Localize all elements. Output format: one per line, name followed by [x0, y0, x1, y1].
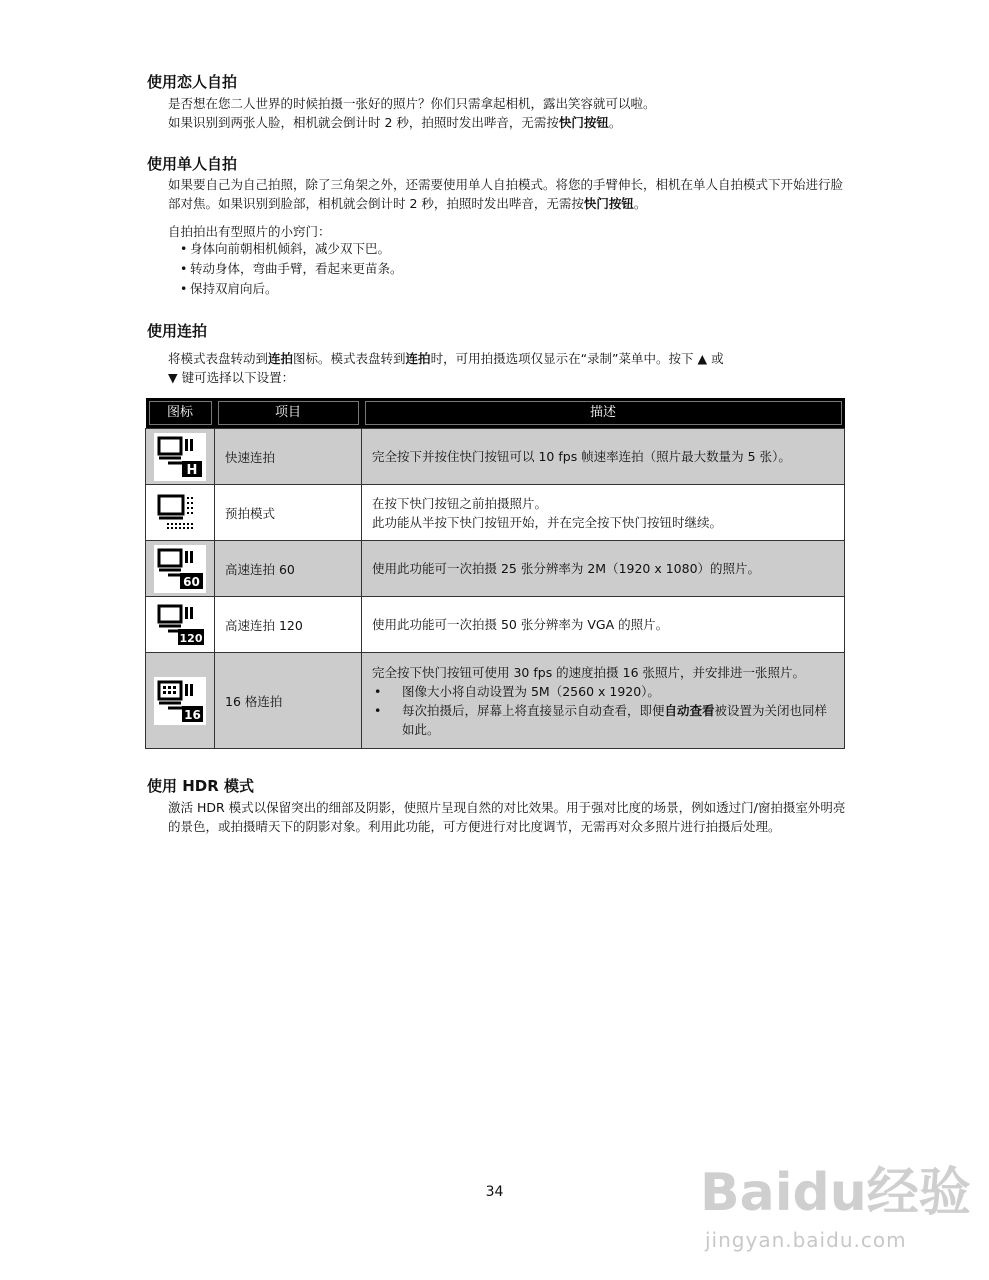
bullet-text-end: 被设置为关闭也同样如此。 [402, 702, 828, 737]
table-row [146, 541, 845, 597]
burst-text-1: 将模式表盘转动到 [168, 351, 269, 366]
shutter-button-term: 快门按钮 [558, 115, 609, 130]
desc-line: 在按下快门按钮之前拍摄照片。 [372, 495, 548, 511]
desc-line: 完全按下快门按钮可使用 30 fps 的速度拍摄 16 张照片，并安排进一张照片。 [372, 664, 806, 680]
desc-line: 完全按下并按住快门按钮可以 10 fps 帧速率连拍（照片最大数量为 5 张）。 [372, 449, 791, 464]
item-cell: 16 格连拍 [215, 653, 362, 749]
table-row [146, 485, 845, 541]
col-header-item: 项目 [215, 398, 362, 429]
baidu-watermark-logo: Baidu经验 [700, 1163, 971, 1223]
single-paragraph-end: 。 [633, 196, 647, 211]
selfie-tips-list [168, 239, 403, 299]
item-cell: 预拍模式 [215, 485, 362, 541]
desc-cell [362, 597, 845, 653]
page-number: 34 [485, 1184, 504, 1200]
couple-line-2-end: 。 [608, 115, 622, 130]
svg-text:120: 120 [179, 631, 203, 645]
desc-line: 使用此功能可一次拍摄 25 张分辨率为 2M（1920 x 1080）的照片。 [372, 561, 761, 576]
couple-line-1: 是否想在您二人世界的时候拍摄一张好的照片？你们只需拿起相机，露出笑容就可以啦。 [168, 96, 656, 111]
desc-bullets [372, 682, 834, 739]
table-row [146, 653, 845, 749]
burst-paragraph [168, 349, 848, 387]
list-item: • 保持双肩向后。 [168, 279, 403, 299]
burst-60-icon [154, 545, 206, 593]
item-cell: 快速连拍 [215, 429, 362, 485]
section-title-single-selfie: 使用单人自拍 [147, 155, 238, 173]
desc-cell [362, 429, 845, 485]
table-header-row [146, 398, 845, 429]
couple-line-2 [168, 113, 848, 132]
section-title-hdr: 使用 HDR 模式 [147, 777, 254, 795]
item-cell: 高速连拍 60 [215, 541, 362, 597]
item-cell: 高速连拍 120 [215, 597, 362, 653]
pre-shot-icon [154, 489, 206, 537]
burst-120-icon [154, 601, 206, 649]
icon-cell [146, 429, 215, 485]
list-item: • 转动身体，弯曲手臂，看起来更苗条。 [168, 259, 403, 279]
burst-text-3: 时，可用拍摄选项仅显示在“录制”菜单中。按下 ▲ 或 [430, 351, 724, 366]
svg-text:16: 16 [184, 707, 201, 722]
icon-cell [146, 653, 215, 749]
burst-term: 连拍 [268, 351, 294, 366]
desc-cell [362, 485, 845, 541]
desc-line: 此功能从半按下快门按钮开始，并在完全按下快门按钮时继续。 [372, 514, 723, 530]
section-title-couple-selfie: 使用恋人自拍 [147, 73, 238, 91]
col-header-desc: 描述 [362, 398, 845, 429]
desc-cell [362, 653, 845, 749]
list-item: • 图像大小将自动设置为 5M（2560 x 1920）。 [372, 682, 834, 701]
burst-text-4: ▼ 键可选择以下设置： [168, 370, 295, 385]
section-title-burst: 使用连拍 [147, 322, 208, 340]
couple-line-2-text: 如果识别到两张人脸，相机就会倒计时 2 秒，拍照时发出哔音，无需按 [168, 115, 559, 130]
desc-line: 使用此功能可一次拍摄 50 张分辨率为 VGA 的照片。 [372, 617, 669, 632]
burst-fast-icon [154, 433, 206, 481]
shutter-button-term: 快门按钮 [583, 196, 634, 211]
icon-cell [146, 485, 215, 541]
bullet-text: 每次拍摄后，屏幕上将直接显示自动查看，即便 [402, 702, 665, 718]
single-paragraph-text: 如果要自己为自己拍照，除了三角架之外，还需要使用单人自拍模式。将您的手臂伸长，相机在单人自拍模式下开始进行脸部对焦。如果识别到脸部，相机就会倒计时 2 秒，拍照时发出哔音，无需按 [168, 177, 844, 211]
list-item: • 身体向前朝相机倾斜，减少双下巴。 [168, 239, 403, 259]
single-paragraph [168, 175, 848, 213]
table-row [146, 597, 845, 653]
baidu-watermark-url: jingyan.baidu.com [705, 1228, 907, 1252]
hdr-paragraph: 激活 HDR 模式以保留突出的细部及阴影，使照片呈现自然的对比效果。用于强对比度的场景，例如透过门/窗拍摄室外明亮的景色，或拍摄晴天下的阴影对象。利用此功能，可方便进行对比度调节，无需再对众多照片进行拍摄后处理。 [168, 800, 846, 834]
desc-cell [362, 541, 845, 597]
auto-review-term: 自动查看 [664, 702, 715, 718]
burst-16-icon [154, 677, 206, 725]
burst-text-2: 图标。模式表盘转到 [293, 351, 406, 366]
icon-cell [146, 597, 215, 653]
burst-term: 连拍 [405, 351, 431, 366]
icon-cell [146, 541, 215, 597]
selfie-tips-intro: 自拍拍出有型照片的小窍门： [168, 224, 331, 239]
svg-text:60: 60 [183, 574, 200, 589]
burst-modes-table [145, 398, 845, 749]
list-item [372, 701, 834, 739]
table-row [146, 429, 845, 485]
col-header-icon: 图标 [146, 398, 215, 429]
svg-text:H: H [186, 462, 198, 478]
